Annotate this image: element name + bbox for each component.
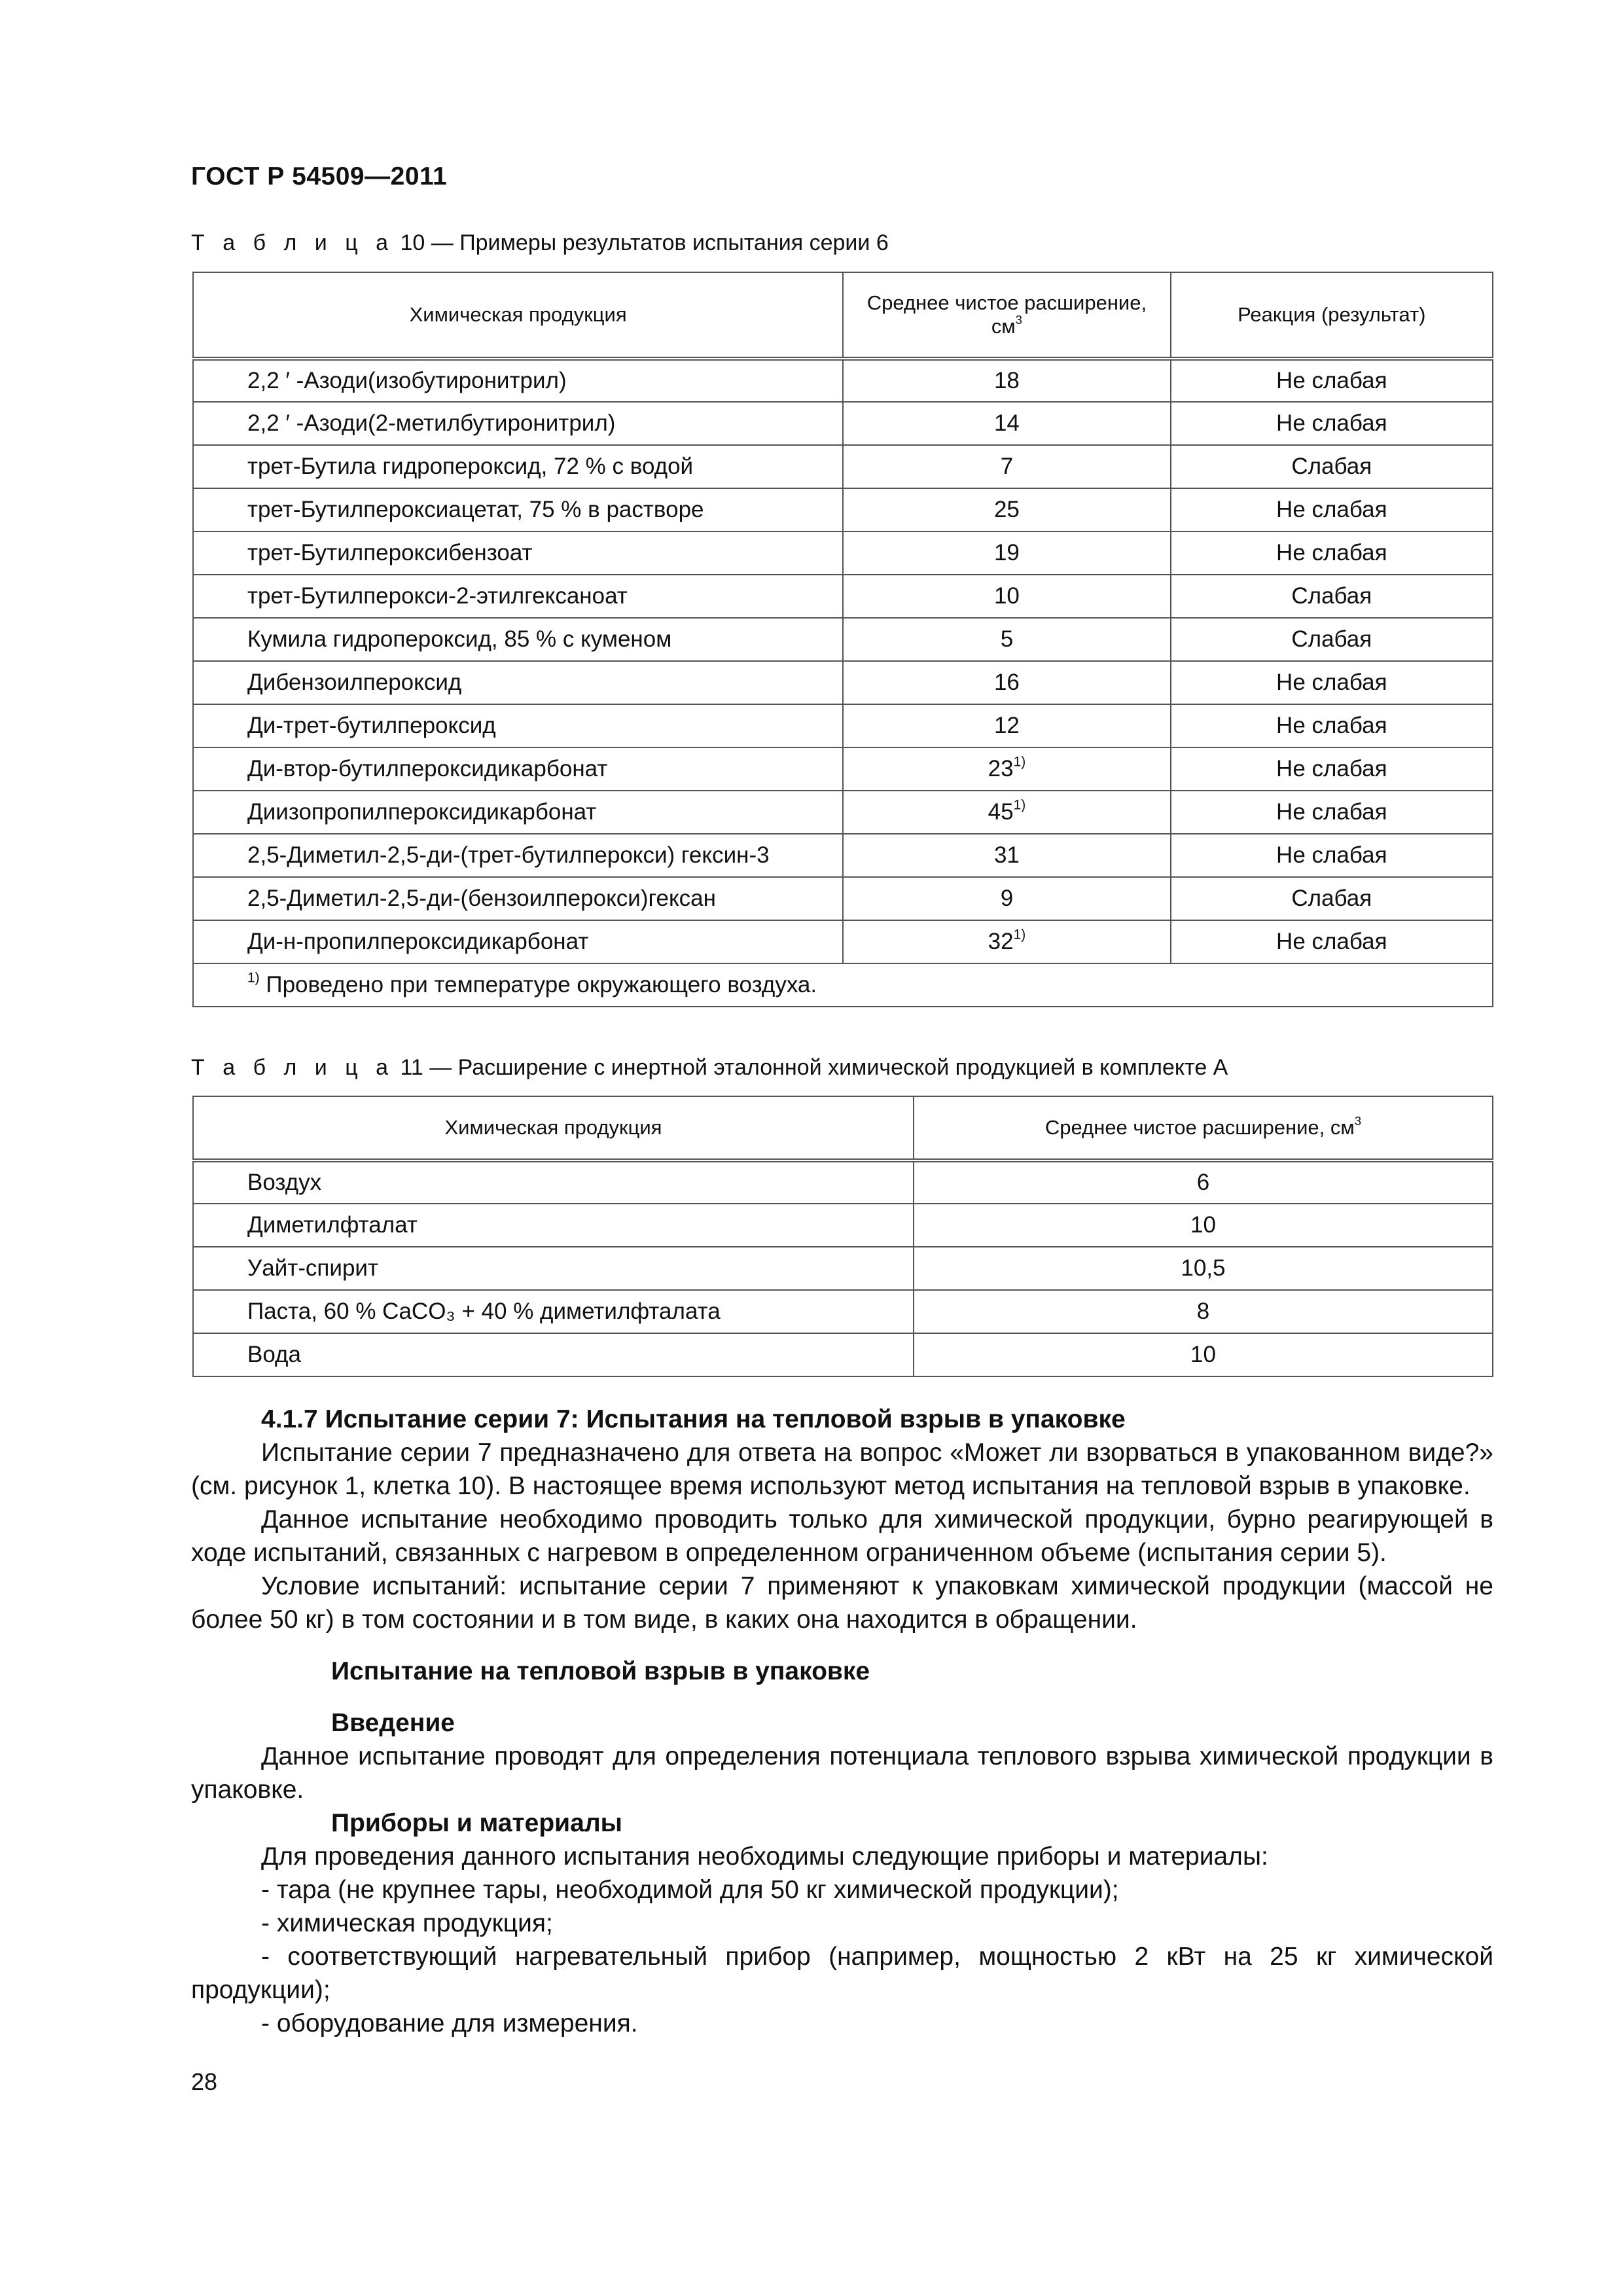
table11-header-product: Химическая продукция: [193, 1096, 914, 1160]
cell-product: Ди-н-пропилпероксидикарбонат: [193, 920, 843, 963]
materials-item-2: - химическая продукция;: [261, 1909, 553, 1937]
table-row: [193, 747, 1493, 791]
cell-footnote-mark: 1): [1013, 927, 1026, 942]
cell-expansion-value: 19: [993, 540, 1020, 565]
cell-reaction: Слабая: [1171, 877, 1493, 920]
cell-expansion: [843, 488, 1170, 531]
table-row: [193, 1247, 1493, 1290]
cell-product: 2,5-Диметил-2,5-ди-(трет-бутилперокси) гексин-3: [193, 834, 843, 877]
table-row: [193, 445, 1493, 488]
cell-expansion-value: 7: [1000, 454, 1014, 479]
table10-header-unit: см: [991, 315, 1016, 338]
cell-product: Кумила гидропероксид, 85 % с куменом: [193, 618, 843, 661]
materials-title: Приборы и материалы: [331, 1809, 622, 1837]
cell-footnote-mark: 1): [1013, 754, 1026, 770]
cell-expansion: [843, 791, 1170, 834]
table10-header-reaction: Реакция (результат): [1171, 272, 1493, 359]
cell-product: трет-Бутила гидропероксид, 72 % с водой: [193, 445, 843, 488]
section-heading: 4.1.7 Испытание серии 7: Испытания на тепловой взрыв в упаковке: [261, 1405, 1126, 1433]
cell-reaction: Не слабая: [1171, 834, 1493, 877]
cell-expansion: [843, 661, 1170, 704]
cell-expansion-value: 10: [993, 583, 1020, 609]
cell-expansion: 6: [914, 1160, 1493, 1204]
table10-header-product: Химическая продукция: [193, 272, 843, 359]
cell-reaction: Не слабая: [1171, 661, 1493, 704]
cell-expansion: [843, 575, 1170, 618]
table10-header-row: [193, 272, 1493, 359]
cell-product: трет-Бутилперокси-2-этилгексаноат: [193, 575, 843, 618]
table-row: [193, 1290, 1493, 1333]
cell-reaction: Не слабая: [1171, 402, 1493, 445]
table10-header-unit-power: 3: [1015, 313, 1023, 327]
table-row: [193, 402, 1493, 445]
cell-product: Дибензоилпероксид: [193, 661, 843, 704]
table11-caption: [191, 1055, 1228, 1081]
table-row: [193, 359, 1493, 402]
cell-expansion-value: 45: [988, 799, 1014, 825]
materials-item-3: - соответствующий нагревательный прибор (например, мощностью 2 кВт на 25 кг химической продукции);: [191, 1943, 1493, 2004]
table-row: [193, 531, 1493, 575]
table10-footnote-row: [193, 963, 1493, 1007]
cell-reaction: Не слабая: [1171, 531, 1493, 575]
table10: [192, 272, 1493, 1007]
document-id: ГОСТ Р 54509—2011: [191, 162, 448, 190]
cell-expansion: [843, 445, 1170, 488]
table10-caption: [191, 230, 889, 256]
cell-reaction: Не слабая: [1171, 920, 1493, 963]
cell-expansion: 10: [914, 1333, 1493, 1376]
cell-expansion-value: 31: [993, 842, 1020, 868]
cell-expansion-value: 12: [993, 713, 1020, 738]
intro-text: Данное испытание проводят для определения потенциала теплового взрыва химической продукции в упаковке.: [191, 1742, 1493, 1804]
cell-reaction: Слабая: [1171, 618, 1493, 661]
cell-footnote-mark: 1): [1013, 797, 1026, 813]
cell-product: Уайт-спирит: [193, 1247, 914, 1290]
section-paragraph-2: Данное испытание необходимо проводить только для химической продукции, бурно реагирующей в ходе испытаний, связанных с нагревом в определенном ограниченном объеме (испытания серии 5).: [191, 1505, 1493, 1567]
table11-caption-prefix: Т а б л и ц а: [191, 1055, 395, 1080]
cell-expansion: [843, 834, 1170, 877]
cell-product: трет-Бутилпероксиацетат, 75 % в растворе: [193, 488, 843, 531]
intro-title: Введение: [331, 1709, 455, 1737]
cell-expansion: [843, 704, 1170, 747]
table10-header-expansion-label: Среднее чистое расширение,: [866, 291, 1147, 315]
cell-expansion-value: 25: [993, 497, 1020, 522]
cell-product: Диметилфталат: [193, 1204, 914, 1247]
cell-expansion: [843, 618, 1170, 661]
cell-reaction: Слабая: [1171, 445, 1493, 488]
cell-expansion-value: 18: [993, 368, 1020, 393]
section-paragraph-1: Испытание серии 7 предназначено для ответа на вопрос «Может ли взорваться в упакованном виде?» (см. рисунок 1, клетка 10). В настоящее время используют метод испытания на тепловой взрыв в упаковке.: [191, 1439, 1493, 1500]
cell-expansion: [843, 920, 1170, 963]
cell-expansion: [843, 359, 1170, 402]
cell-expansion: [843, 531, 1170, 575]
cell-product: Диизопропилпероксидикарбонат: [193, 791, 843, 834]
cell-reaction: Не слабая: [1171, 359, 1493, 402]
table11-header-unit-power: 3: [1354, 1114, 1362, 1128]
table10-header-expansion: [843, 272, 1170, 359]
table-row: [193, 1333, 1493, 1376]
cell-product: 2,2 ′ -Азоди(2-метилбутиронитрил): [193, 402, 843, 445]
cell-expansion-value: 14: [993, 410, 1020, 436]
table11-header-row: [193, 1096, 1493, 1160]
cell-reaction: Не слабая: [1171, 488, 1493, 531]
cell-product: Паста, 60 % CaCO₃ + 40 % диметилфталата: [193, 1290, 914, 1333]
table-row: [193, 704, 1493, 747]
table-row: [193, 877, 1493, 920]
cell-expansion: 10: [914, 1204, 1493, 1247]
cell-expansion: 8: [914, 1290, 1493, 1333]
cell-product: 2,5-Диметил-2,5-ди-(бензоилперокси)гексан: [193, 877, 843, 920]
table-row: [193, 834, 1493, 877]
table-row: [193, 618, 1493, 661]
cell-reaction: Не слабая: [1171, 791, 1493, 834]
cell-product: Ди-втор-бутилпероксидикарбонат: [193, 747, 843, 791]
cell-reaction: Слабая: [1171, 575, 1493, 618]
table-row: [193, 791, 1493, 834]
cell-expansion-value: 5: [1000, 626, 1014, 652]
cell-expansion: 10,5: [914, 1247, 1493, 1290]
materials-item-4: - оборудование для измерения.: [261, 2009, 638, 2037]
table11: [192, 1096, 1493, 1377]
cell-product: Воздух: [193, 1160, 914, 1204]
cell-expansion-value: 9: [1000, 886, 1014, 911]
table-row: [193, 661, 1493, 704]
cell-expansion-value: 32: [988, 929, 1014, 954]
cell-product: Вода: [193, 1333, 914, 1376]
cell-product: 2,2 ′ -Азоди(изобутиронитрил): [193, 359, 843, 402]
table-row: [193, 488, 1493, 531]
section-paragraph-3: Условие испытаний: испытание серии 7 применяют к упаковкам химической продукции (массой не более 50 кг) в том состоянии и в том виде, в каких она находится в обращении.: [191, 1572, 1493, 1634]
table-row: [193, 575, 1493, 618]
table10-caption-text: 10 — Примеры результатов испытания серии 6: [394, 230, 889, 255]
table11-header-expansion: [914, 1096, 1493, 1160]
footnote-text: Проведено при температуре окружающего воздуха.: [259, 972, 817, 997]
cell-reaction: Не слабая: [1171, 704, 1493, 747]
materials-lead: Для проведения данного испытания необходимы следующие приборы и материалы:: [261, 1842, 1268, 1871]
materials-item-1: - тара (не крупнее тары, необходимой для 50 кг химической продукции);: [261, 1876, 1119, 1904]
cell-reaction: Не слабая: [1171, 747, 1493, 791]
cell-expansion: [843, 877, 1170, 920]
cell-expansion-value: 16: [993, 670, 1020, 695]
test-title: Испытание на тепловой взрыв в упаковке: [331, 1657, 870, 1685]
page-number: 28: [191, 2068, 218, 2095]
section-4-1-7: [191, 1403, 1493, 2040]
footnote-mark: 1): [247, 970, 260, 986]
table10-footnote: [193, 963, 1493, 1007]
cell-expansion: [843, 747, 1170, 791]
table-row: [193, 1160, 1493, 1204]
table11-header-expansion-label: Среднее чистое расширение, см: [1044, 1116, 1355, 1139]
cell-expansion-value: 23: [988, 756, 1014, 781]
table-row: [193, 1204, 1493, 1247]
cell-product: Ди-трет-бутилпероксид: [193, 704, 843, 747]
cell-expansion: [843, 402, 1170, 445]
cell-product: трет-Бутилпероксибензоат: [193, 531, 843, 575]
table10-caption-prefix: Т а б л и ц а: [191, 230, 395, 255]
table-row: [193, 920, 1493, 963]
table11-caption-text: 11 — Расширение с инертной эталонной химической продукцией в комплекте А: [394, 1055, 1228, 1080]
